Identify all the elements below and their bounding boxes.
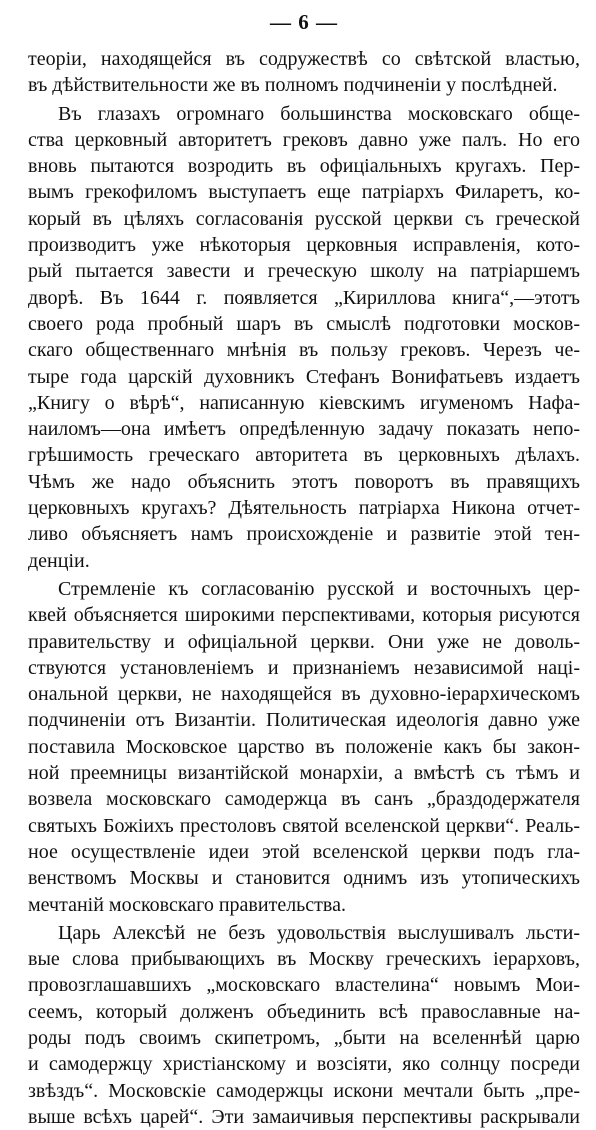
text-line: скаго общественнаго мнѣнія въ пользу грековъ. Черезъ че- <box>28 339 580 362</box>
text-line: звѣздъ“. Московскіе самодержцы искони мечтали быть „пре- <box>28 1079 580 1102</box>
text-line: въ дѣйствительности же въ полномъ подчиненіи у послѣдней. <box>28 74 558 97</box>
text-line: венствомъ Москвы и становится однимъ изъ утопическихъ <box>28 867 580 890</box>
text-line: дворѣ. Въ 1644 г. появляется „Кириллова книга“,—этотъ <box>28 286 580 309</box>
text-line: роды подъ своимъ скипетромъ, „быти на вселеннѣй царю <box>28 1026 580 1049</box>
paragraph-1 <box>28 46 580 99</box>
text-line: мечтаній московскаго правительства. <box>28 893 346 916</box>
text-line: святыхъ Божіихъ престоловъ святой вселенской церкви“. Реаль- <box>28 814 580 837</box>
text-line: возвела московскаго самодержца въ санъ „браздодержателя <box>28 788 580 811</box>
text-line: ствуются установленіемъ и признаніемъ независимой наці- <box>28 656 580 679</box>
text-line: провозглашавшихъ „московскаго властелина“ новымъ Мои- <box>28 974 580 997</box>
document-page <box>28 8 580 1128</box>
text-line: вые слова прибывающихъ въ Москву греческихъ іерарховъ, <box>28 948 580 971</box>
text-line: подчиненіи отъ Византіи. Политическая идеологія давно уже <box>28 709 580 732</box>
text-line: ливо объясняетъ намъ происхожденіе и развитіе этой тен- <box>28 523 580 546</box>
text-line: наиломъ—она имѣетъ опредѣленную задачу показать непо- <box>28 418 580 441</box>
text-line: сеемъ, который долженъ объединить всѣ православные на- <box>28 1000 580 1023</box>
text-line: „Книгу о вѣрѣ“, написанную кіевскимъ игуменомъ Нафа- <box>28 391 580 414</box>
text-line: ства церковный авторитетъ грековъ давно уже палъ. Но его <box>28 128 580 151</box>
text-line: денціи. <box>28 549 90 572</box>
text-line: тыре года царскій духовникъ Стефанъ Вонифатьевъ издаетъ <box>28 365 580 388</box>
text-line: квей объясняется широкими перспективами, которыя рисуются <box>28 604 580 627</box>
text-line: теоріи, находящейся въ содружествѣ со свѣтской властью, <box>28 48 580 70</box>
text-line: ной преемницы византійской монархіи, а вмѣстѣ съ тѣмъ и <box>28 762 580 785</box>
text-line: ное осуществленіе идеи этой вселенской церкви подъ гла- <box>28 840 580 863</box>
text-line: вымъ грекофиломъ выступаетъ еще патріархъ Филаретъ, ко- <box>28 181 580 204</box>
text-line: грѣшимость греческаго авторитета въ церковныхъ дѣлахъ. <box>28 444 580 467</box>
text-line: церковныхъ кругахъ? Дѣятельность патріарха Никона отчет- <box>28 497 580 520</box>
text-line: корый въ цѣляхъ согласованія русской церкви съ греческой <box>28 207 580 230</box>
text-line: правительству и офиціальной церкви. Они уже не доволь- <box>28 630 580 653</box>
text-line: Стремленіе къ согласованію русской и восточныхъ цер- <box>58 577 580 600</box>
text-line: вновь пытаются возродить въ офиціальныхъ кругахъ. Пер- <box>28 155 580 178</box>
text-line: Царь Алексѣй не безъ удовольствія выслушивалъ льсти- <box>58 921 580 944</box>
text-line: Чѣмъ же надо объяснить этотъ поворотъ въ правящихъ <box>28 470 580 493</box>
text-line: и самодержцу христіанскому и возсіяти, яко солнцу посреди <box>28 1053 580 1076</box>
text-line: ональной церкви, не находящейся въ духовно-іерархическомъ <box>28 683 580 706</box>
paragraph-2 <box>28 101 580 574</box>
paragraph-3 <box>28 576 580 918</box>
text-line: производитъ уже нѣкоторыя церковныя исправленія, кото- <box>28 234 580 257</box>
page-number: — 6 — <box>270 10 338 34</box>
paragraph-4 <box>28 920 580 1130</box>
text-line: Въ глазахъ огромнаго большинства московскаго обще- <box>58 102 580 125</box>
text-line: поставила Московское царство въ положеніе какъ бы закон- <box>28 735 580 758</box>
text-line: своего рода пробный шаръ въ смыслѣ подготовки москов- <box>28 312 580 335</box>
text-line: рый пытается завести и греческую школу на патріаршемъ <box>28 260 580 283</box>
text-line: выше всѣхъ царей“. Эти замаичивыя перспективы раскрывали <box>28 1105 580 1128</box>
